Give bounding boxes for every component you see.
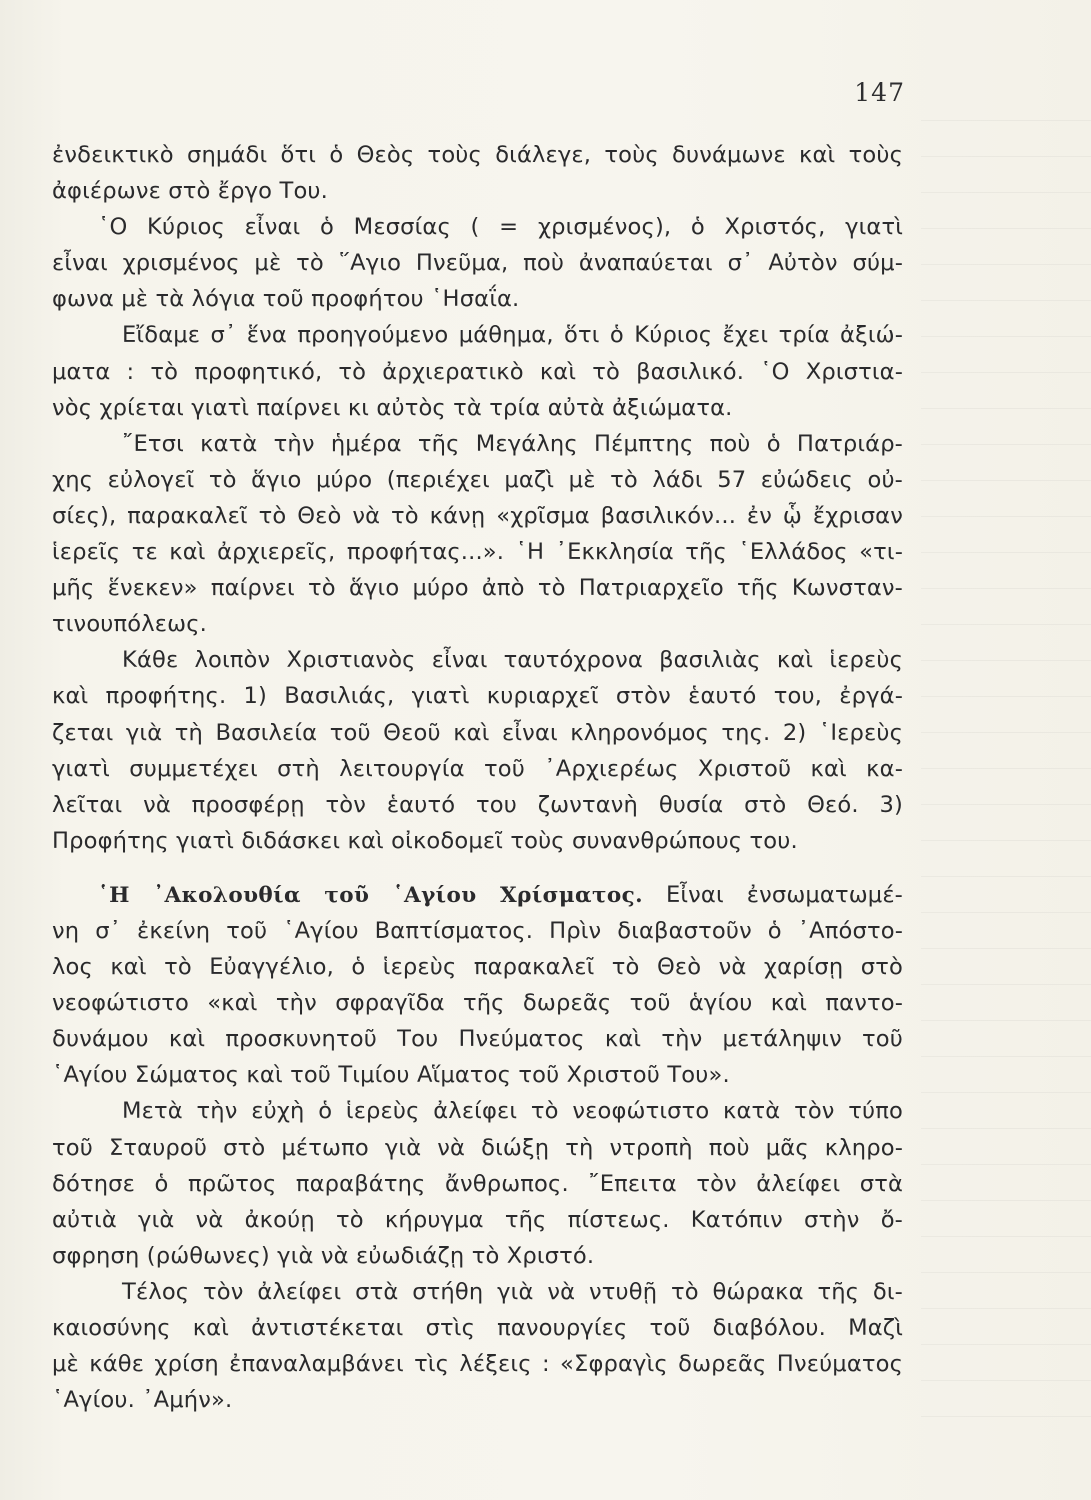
text-line: ἀφιέρωνε στὸ ἔργο Του.	[52, 178, 328, 205]
text-line: γιατὶ συμμετέχει στὴ λειτουργία τοῦ ᾽Αρχιερέως Χριστοῦ καὶ κα-	[52, 755, 903, 782]
text-line: μὲ κάθε χρίση ἐπαναλαμβάνει τὶς λέξεις : «Σφραγὶς δωρεᾶς Πνεύματος	[52, 1351, 903, 1378]
text-line: ῎Ετσι κατὰ τὴν ἡμέρα τῆς Μεγάλης Πέμπτης ποὺ ὁ Πατριάρ-	[122, 430, 903, 457]
text-line: ζεται γιὰ τὴ Βασιλεία τοῦ Θεοῦ καὶ εἶναι κληρονόμος της. 2) ῾Ιερεὺς	[52, 719, 903, 746]
text-line: Εἴδαμε σ᾽ ἕνα προηγούμενο μάθημα, ὅτι ὁ Κύριος ἔχει τρία ἀξιώ-	[122, 322, 903, 349]
text-line: δότησε ὁ πρῶτος παραβάτης ἄνθρωπος. ῎Επειτα τὸν ἀλείφει στὰ	[52, 1170, 903, 1197]
section-gap	[52, 859, 903, 877]
text-line: σφρηση (ρώθωνες) γιὰ νὰ εὐωδιάζῃ τὸ Χριστό.	[52, 1242, 595, 1269]
heading-continuation: Εἶναι ἐνσωματωμέ-	[665, 881, 903, 908]
text-line: νεοφώτιστο «καὶ τὴν σφραγῖδα τῆς δωρεᾶς τοῦ ἁγίου καὶ παντο-	[52, 990, 903, 1017]
text-line: αὐτιὰ γιὰ νὰ ἀκούῃ τὸ κήρυγμα τῆς πίστεως. Κατόπιν στὴν ὄ-	[52, 1206, 903, 1233]
text-line: τοῦ Σταυροῦ στὸ μέτωπο γιὰ νὰ διώξῃ τὴ ντροπὴ ποὺ μᾶς κληρο-	[52, 1134, 903, 1161]
paragraph	[52, 642, 903, 859]
text-line	[52, 877, 903, 913]
text-line: Μετὰ τὴν εὐχὴ ὁ ἱερεὺς ἀλείφει τὸ νεοφώτιστο κατὰ τὸν τύπο	[122, 1098, 903, 1125]
text-line: ῾Ο Κύριος εἶναι ὁ Μεσσίας ( = χρισμένος), ὁ Χριστός, γιατὶ	[98, 214, 903, 241]
text-line: φωνα μὲ τὰ λόγια τοῦ προφήτου ῾Ησαΐα.	[52, 286, 520, 313]
bleed-through-shadow	[921, 120, 1091, 1420]
text-line: καὶ προφήτης. 1) Βασιλιάς, γιατὶ κυριαρχεῖ στὸν ἑαυτό του, ἐργά-	[52, 683, 903, 710]
text-line: μῆς ἕνεκεν» παίρνει τὸ ἅγιο μύρο ἀπὸ τὸ Πατριαρχεῖο τῆς Κωνσταν-	[52, 575, 903, 602]
paragraph	[52, 426, 903, 643]
text-line: εἶναι χρισμένος μὲ τὸ ῞Αγιο Πνεῦμα, ποὺ ἀναπαύεται σ᾽ Αὐτὸν σύμ-	[52, 250, 903, 277]
page-number: 147	[854, 78, 905, 107]
text-line: λος καὶ τὸ Εὐαγγέλιο, ὁ ἱερεὺς παρακαλεῖ τὸ Θεὸ νὰ χαρίσῃ στὸ	[52, 954, 903, 981]
section-paragraph	[52, 877, 903, 1094]
text-line: τινουπόλεως.	[52, 611, 207, 638]
text-line: Κάθε λοιπὸν Χριστιανὸς εἶναι ταυτόχρονα βασιλιὰς καὶ ἱερεὺς	[122, 647, 903, 674]
text-line: ματα : τὸ προφητικό, τὸ ἀρχιερατικὸ καὶ τὸ βασιλικό. ῾Ο Χριστια-	[52, 358, 903, 385]
text-line: ἐνδεικτικὸ σημάδι ὅτι ὁ Θεὸς τοὺς διάλεγε, τοὺς δυνάμωνε καὶ τοὺς	[52, 142, 903, 168]
paragraph	[52, 317, 903, 425]
text-line: χης εὐλογεῖ τὸ ἅγιο μύρο (περιέχει μαζὶ μὲ τὸ λάδι 57 εὐώδεις οὐ-	[52, 466, 903, 493]
text-line: δυνάμου καὶ προσκυνητοῦ Του Πνεύματος καὶ τὴν μετάληψιν τοῦ	[52, 1026, 903, 1053]
text-line: Τέλος τὸν ἀλείφει στὰ στήθη γιὰ νὰ ντυθῇ τὸ θώρακα τῆς δι-	[122, 1278, 903, 1305]
text-line: Προφήτης γιατὶ διδάσκει καὶ οἰκοδομεῖ τοὺς συνανθρώπους του.	[52, 827, 798, 854]
text-line: καιοσύνης καὶ ἀντιστέκεται στὶς πανουργίες τοῦ διαβόλου. Μαζὶ	[52, 1315, 903, 1341]
text-line: λεῖται νὰ προσφέρῃ τὸν ἑαυτό του ζωντανὴ θυσία στὸ Θεό. 3)	[52, 791, 903, 818]
paragraph	[52, 1274, 903, 1418]
text-line: ἱερεῖς τε καὶ ἀρχιερεῖς, προφήτας...». ῾Η ᾽Εκκλησία τῆς ῾Ελλάδος «τι-	[52, 539, 903, 566]
paragraph	[52, 209, 903, 317]
section-heading: ῾Η ᾽Ακολουθία τοῦ ῾Αγίου Χρίσματος.	[98, 882, 643, 908]
paragraph	[52, 137, 903, 209]
text-line: ῾Αγίου Σώματος καὶ τοῦ Τιμίου Αἵματος τοῦ Χριστοῦ Του».	[52, 1062, 730, 1089]
text-line: σίες), παρακαλεῖ τὸ Θεὸ νὰ τὸ κάνῃ «χρῖσμα βασιλικόν... ἐν ᾧ ἔχρισαν	[52, 502, 903, 529]
text-line: νη σ᾽ ἐκείνη τοῦ ῾Αγίου Βαπτίσματος. Πρὶν διαβαστοῦν ὁ ᾽Απόστο-	[52, 917, 903, 944]
body-text	[52, 137, 903, 1418]
paragraph	[52, 1093, 903, 1273]
text-line: νὸς χρίεται γιατὶ παίρνει κι αὐτὸς τὰ τρία αὐτὰ ἀξιώματα.	[52, 394, 733, 421]
text-line: ῾Αγίου. ᾽Αμήν».	[52, 1387, 233, 1414]
